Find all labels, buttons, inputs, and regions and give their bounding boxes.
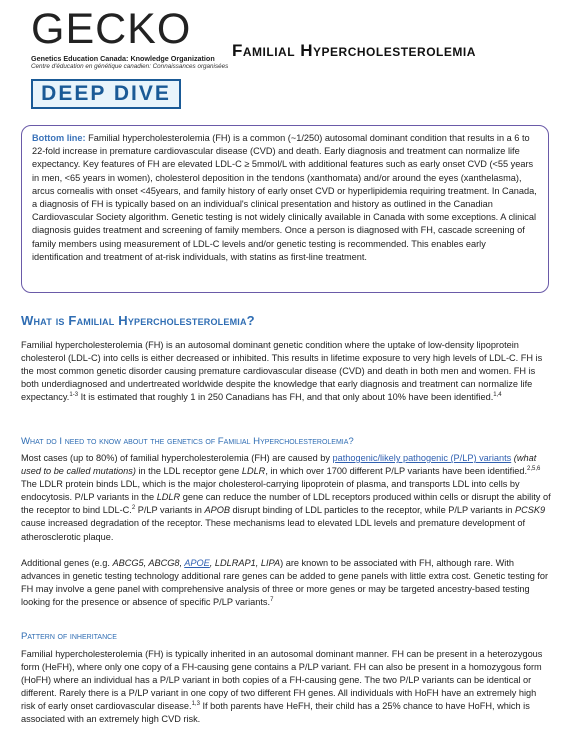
para-text: Most cases (up to 80%) of familial hypercholesterolemia (FH) are caused by xyxy=(21,453,333,463)
gene-name: LDLR xyxy=(241,466,266,477)
para-text: , in which over 1700 different P/LP variants have been identified. xyxy=(265,466,528,477)
para-text: It is estimated that roughly 1 in 250 Canadians has FH, and that only about 10% have been identified. xyxy=(78,392,494,403)
apoe-link[interactable]: APOE xyxy=(184,558,210,568)
genetics-paragraph-1 xyxy=(21,452,551,544)
section-heading-text: Pattern of inheritance xyxy=(21,631,117,642)
gene-name: APOB xyxy=(204,505,230,516)
bottom-line-text: Familial hypercholesterolemia (FH) is a common (~1/250) autosomal dominant condition that results in a 6 to 22-fold increase in premature cardiovascular disease (CVD) and death. Early diagnosis and treatment can normalize life expectancy. Key features of FH are elevated LDL-C ≥ 5mmol/L with additional features such as early onset CVD (<55 years in men, <65 years in women), cholesterol deposition in the tendons (xanthomata) and/or around the eyes (xanthelasma), arcus cornealis with onset <45years, and family history of early onset CVD or hyperlipidemia requiring treatment. In Canada, a diagnosis of FH is typically based on an individual's clinical presentation and history as outlined in the Canadian Cardiovascular Society algorithm. Genetic testing is not widely clinically available in Canada with some exceptions. A clinical diagnosis guides treatment and screening of family members. Once a person is diagnosed with FH, cascade screening of family members using measurement of LDL-C levels and/or genetic testing is recommended. This enables early identification and treatment of at-risk individuals, with statins as first-line treatment. xyxy=(32,133,537,262)
deep-dive-badge: DEEP DIVE xyxy=(31,79,181,109)
citation: 1,3 xyxy=(191,701,200,708)
para-text: Familial hypercholesterolemia (FH) is typically inherited in an autosomal dominant manner. FH can be present in a heterozygous form (HeFH), where only one copy of a FH-causing gene contains a P/LP variant. FH can also be present in a homozygous form (HoFH) where an individual has a P/LP variant in both copies of a FH-causing gene. The two P/LP variants can be identical or different. Rarely there is a P/LP variant in one copy of two different FH genes. All individuals with HoFH have an extremely high risk of early onset cardiovascular disease. xyxy=(21,649,543,712)
para-text: gene can reduce the number of LDL receptors produced within cells or disrupt the ability of the receptor to bind LDL-C. xyxy=(21,492,551,516)
citation: 7 xyxy=(270,597,274,604)
para-text: in the LDL receptor gene xyxy=(135,466,242,477)
gecko-logo: GECKO xyxy=(31,5,192,53)
citation: 1,4 xyxy=(493,392,502,399)
para-text: cause increased degradation of the receptor. These mechanisms lead to elevated LDL levels and premature development of atherosclerotic plaque. xyxy=(21,518,526,542)
section-heading-inheritance xyxy=(21,631,117,642)
para-text: The LDLR protein binds LDL, which is the major cholesterol-carrying lipoprotein of plasma, and transports LDL into cells by endocytosis. P/LP variants in the xyxy=(21,479,520,503)
citation: 2 xyxy=(131,505,136,512)
inheritance-paragraph xyxy=(21,648,551,727)
citation: 1-3 xyxy=(69,392,79,399)
section-heading-text: What is Familial Hypercholesterolemia? xyxy=(21,313,255,328)
bottom-line-box xyxy=(21,125,549,293)
page-title-text: Familial Hypercholesterolemia xyxy=(232,41,476,60)
logo-subtitle-en: Genetics Education Canada: Knowledge Organization xyxy=(31,54,215,63)
para-text-italic: (what used to be called mutations) xyxy=(21,453,537,477)
section-heading-what-is-fh xyxy=(21,313,255,328)
gene-name: LDLR xyxy=(156,492,181,503)
para-text: ) are known to be associated with FH, although rare. With advances in genetic testing technology additional rare genes can be added to gene panels with little extra cost. Genetic testing for FH may involve a gene panel with comprehensive analysis of three or more genes or may be targeted ancestry-based testing looking for the presence or absence of specific P/LP variants. xyxy=(21,558,549,608)
para-text: Additional genes (e.g. xyxy=(21,558,113,568)
bottom-line-label: Bottom line: xyxy=(32,133,86,143)
page-title xyxy=(232,41,476,61)
section-heading-text: What do I need to know about the genetics of Familial Hypercholesterolemia? xyxy=(21,436,354,447)
gene-name: , LDLRAP1, LIPA xyxy=(209,558,281,568)
what-is-fh-paragraph xyxy=(21,339,551,404)
citation: 2,5,6 xyxy=(527,466,541,473)
gene-name: PCSK9 xyxy=(514,505,546,516)
pathogenic-variants-link[interactable]: pathogenic/likely pathogenic (P/LP) variants xyxy=(332,453,512,463)
para-text: P/LP variants in xyxy=(135,505,205,516)
para-text: Familial hypercholesterolemia (FH) is an autosomal dominant genetic condition where the uptake of low-density lipoprotein cholesterol (LDL-C) into cells is either decreased or inhibited. This results in lifetime exposure to very high levels of LDL-C. FH is the most common genetic disorder causing premature cardiovascular disease (CVD) and death in both men and women. FH is both underdiagnosed and undertreated worldwide despite the knowledge that early diagnosis and treatment can normalize life expectancy. xyxy=(21,340,543,403)
para-text: disrupt binding of LDL particles to the receptor, while P/LP variants in xyxy=(230,505,515,516)
genetics-paragraph-2 xyxy=(21,557,551,609)
logo-subtitle-fr: Centre d'éducation en génétique canadien: Connaissances organisées xyxy=(31,63,229,70)
gene-name: ABCG5, ABCG8, xyxy=(112,558,185,568)
para-text: If both parents have HeFH, their child has a 25% chance to have HoFH, which is associated with an extremely high CVD risk. xyxy=(21,701,530,725)
section-heading-genetics xyxy=(21,436,354,447)
